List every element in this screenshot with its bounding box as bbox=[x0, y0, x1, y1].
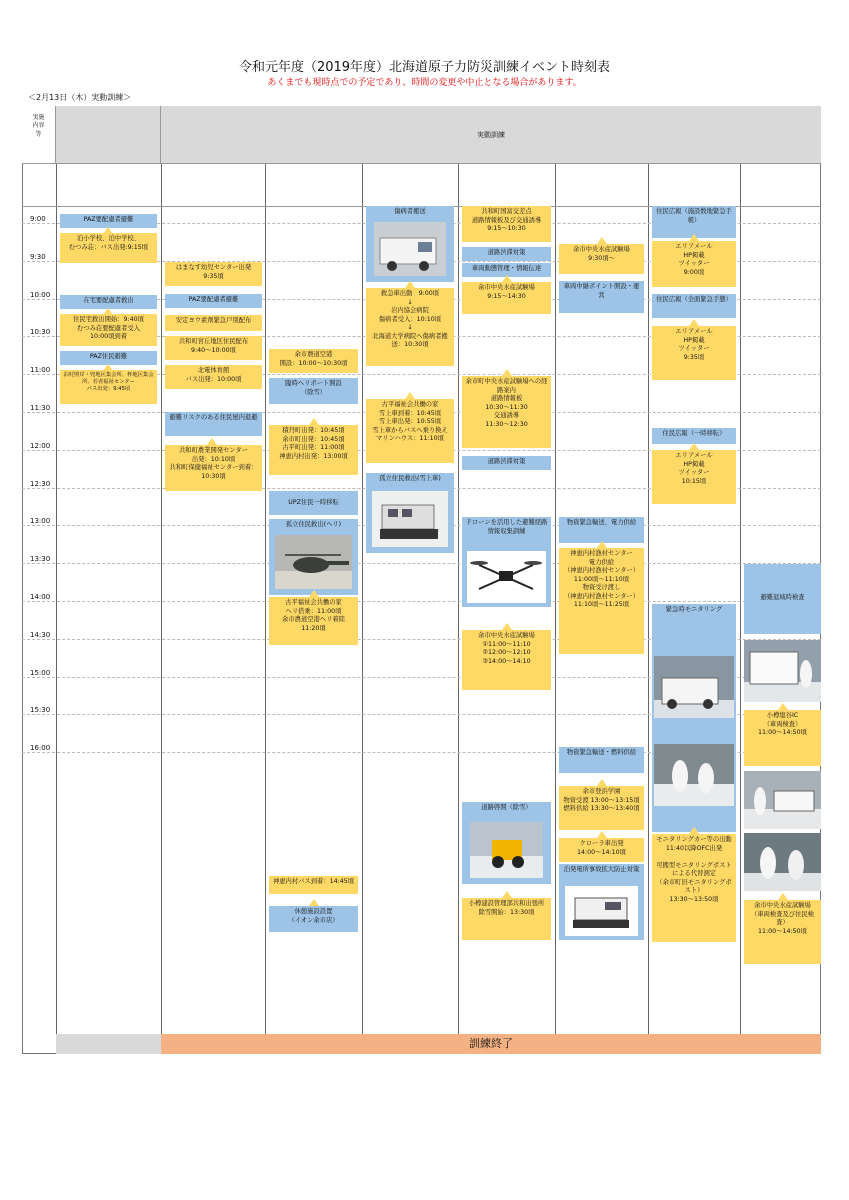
kokutomi-traffic: 共和町国富交差点 道路情報板及び交通誘導 9:15～10:30 bbox=[462, 206, 551, 242]
inspection-vehicle-photo bbox=[744, 640, 821, 702]
crawler-depart: クローラ車出発 14:00～14:10頃 bbox=[559, 838, 644, 862]
pointer bbox=[597, 541, 607, 548]
road-clear-box bbox=[462, 802, 551, 884]
time-label: 10:30 bbox=[30, 328, 51, 336]
drone-photo bbox=[467, 551, 546, 603]
paz-resident-evac: PAZ住民避難 bbox=[60, 351, 157, 365]
header-gray bbox=[56, 106, 161, 164]
npp-accident-box bbox=[559, 864, 644, 940]
pointer bbox=[405, 392, 415, 399]
iodine-distribution: 安定ヨウ素剤緊急戸別配布 bbox=[165, 315, 262, 331]
col-divider bbox=[740, 164, 741, 1054]
pointer bbox=[778, 893, 788, 900]
monitoring-detail: モニタリングカー等の出動 11:40以降OFC出発 可搬型モニタリングポストによる代替測定 （余市町旧モニタリングポスト） 13:30～13:50頃 bbox=[652, 834, 736, 942]
time-gridline bbox=[22, 601, 821, 602]
drone-box bbox=[462, 517, 551, 607]
paz-care-evac: PAZ要配慮者避難 bbox=[60, 214, 157, 228]
time-label: 15:00 bbox=[30, 669, 51, 677]
col-divider bbox=[555, 164, 556, 1054]
indoor-shelter: 避難リスクのある住民屋内退避 bbox=[165, 412, 262, 436]
paz-care-evac-2: PAZ要配慮者避難 bbox=[165, 294, 262, 308]
pointer bbox=[309, 418, 319, 425]
time-label: 13:30 bbox=[30, 555, 51, 563]
rest-facility: 休憩施設設置 （イオン余市店） bbox=[269, 906, 358, 932]
fisheries-inspection: 余市中央水産試験場 （車両検査及び住民検査） 11:00～14:50頃 bbox=[744, 900, 821, 964]
training-end-bar: 訓練終了 bbox=[161, 1034, 821, 1054]
heli-rescue-box bbox=[269, 519, 358, 595]
time-label: 15:30 bbox=[30, 706, 51, 714]
pointer bbox=[689, 443, 699, 450]
area-mail-3: エリアメール HP掲載 ツイッター 10:15頃 bbox=[652, 450, 736, 504]
patient-transport-box bbox=[366, 206, 454, 282]
survey-workers-photo bbox=[654, 744, 734, 806]
traffic-jam-1: 道路渋滞対策 bbox=[462, 247, 551, 261]
yoichi-airport: 余市農道空港 開設：10:00～10:30頃 bbox=[269, 349, 358, 373]
supply-transport-1: 物資緊急輸送、電力供給 bbox=[559, 517, 644, 543]
kamoenai-center: 神恵内村漁村センター 電力供給 （神恵内村漁村センター） 11:00頃～11:10頃 物資受け渡し （神恵内村漁村センター） 11:10頃～11:25頃 bbox=[559, 548, 644, 654]
supply-transport-2: 物資緊急輸送・燃料供給 bbox=[559, 747, 644, 773]
drone-label: ドローンを活用した避難経路情報収集訓練 bbox=[465, 519, 548, 535]
ambulance-photo bbox=[374, 222, 446, 276]
home-care-rescue: 在宅要配慮者救出 bbox=[60, 295, 157, 309]
hamanasu-depart: はまなす幼児センター出発 9:35頃 bbox=[165, 262, 262, 286]
relay-point: 車両中継ポイント開設・運営 bbox=[559, 281, 644, 313]
time-label: 14:00 bbox=[30, 593, 51, 601]
time-label: 9:30 bbox=[30, 253, 46, 261]
time-label: 14:30 bbox=[30, 631, 51, 639]
time-label: 11:30 bbox=[30, 404, 51, 412]
pointer bbox=[502, 369, 512, 376]
time-label: 13:00 bbox=[30, 517, 51, 525]
col-divider bbox=[458, 164, 459, 1054]
pointer bbox=[689, 319, 699, 326]
yoichi-tohama: 余市登浜学園 物資受渡 13:00～13:15頃 燃料供給 13:30～13:40頃 bbox=[559, 786, 644, 830]
kyowa-distribution: 共和町宮丘地区住民配布 9:40～10:00頃 bbox=[165, 336, 262, 360]
pointer bbox=[689, 234, 699, 241]
pointer bbox=[502, 275, 512, 282]
page-subtitle: あくまでも現時点での予定であり、時間の変更や中止となる場合があります。 bbox=[267, 78, 582, 88]
col-divider bbox=[362, 164, 363, 1054]
snowcat-photo bbox=[372, 491, 448, 547]
evac-inspection: 避難退域時検査 bbox=[744, 564, 821, 634]
public-info-2: 住民広報（全面緊急手態） bbox=[652, 294, 736, 318]
paz-resident-detail: 泊村照岸・兜地区集会所、杯地区集会所、若者福祉センター バス出発：9:45頃 bbox=[60, 370, 157, 404]
pointer bbox=[778, 703, 788, 710]
public-info-3: 住民広報（一時移転） bbox=[652, 428, 736, 444]
upz-relocation: UPZ住民一時移転 bbox=[269, 491, 358, 515]
patient-transport-label: 傷病者搬送 bbox=[394, 208, 426, 215]
helicopter-photo bbox=[275, 535, 352, 589]
pointer bbox=[405, 281, 415, 288]
heli-rescue-label: 孤立住民救出(ヘリ) bbox=[285, 521, 342, 528]
otaru-kyowa-snow: 小樽建設管理部共和出張所 除雪開始：13:30頃 bbox=[462, 898, 551, 940]
pointer bbox=[207, 438, 217, 445]
time-label: 16:00 bbox=[30, 744, 51, 752]
col-divider bbox=[648, 164, 649, 1054]
bottom-gray bbox=[56, 1034, 161, 1054]
fisheries-lab-2: 余市中央水産試験場 9:30頃～ bbox=[559, 244, 644, 274]
time-label: 10:00 bbox=[30, 291, 51, 299]
pointer bbox=[502, 623, 512, 630]
otaru-shioya-ic: 小樽塩谷IC （車両検査） 11:00～14:50頃 bbox=[744, 710, 821, 766]
col-divider bbox=[56, 164, 57, 1054]
home-care-detail: 住民宅救出開始：9:40頃 むつみ荘要配慮者受入 10:00頃到着 bbox=[60, 314, 157, 346]
pointer bbox=[103, 308, 113, 315]
hokuden-bus: 北電体育館 バス出発：10:00頃 bbox=[165, 365, 262, 389]
time-gridline bbox=[22, 563, 821, 564]
time-label: 12:00 bbox=[30, 442, 51, 450]
vehicle-mgmt: 車両動態管理・情報伝達 bbox=[462, 263, 551, 277]
time-label: 11:00 bbox=[30, 366, 51, 374]
pointer bbox=[597, 831, 607, 838]
route-guidance: 余市町中央水産試験場への経路案内 道路情報板 10:30～11:30 交通誘導 11:30～12:30 bbox=[462, 376, 551, 448]
monitoring-label: 緊急時モニタリング bbox=[665, 606, 723, 613]
kamoenai-bus-arrive: 神恵内村バス到着：14:45頃 bbox=[269, 876, 358, 894]
pointer bbox=[103, 227, 113, 234]
col-divider bbox=[265, 164, 266, 1054]
furubira-heli: 古平福祉会共働の家 ヘリ搭乗：11:00頃 余市農道空港ヘリ着陸 11:20頃 bbox=[269, 597, 358, 645]
date-label: ＜2月13日（木）実動訓練＞ bbox=[28, 93, 132, 102]
paz-care-detail: 泊小学校、泊中学校、 むつみ荘：バス出発:9:15頃 bbox=[60, 233, 157, 263]
ambulance-timeline: 救急車出動 9:00頃 ↓ 岩内協会病院 傷病者受入：10:10頃 ↓ 北海道大学病院へ傷病者搬送：10:30頃 bbox=[366, 288, 454, 366]
pointer bbox=[597, 237, 607, 244]
fisheries-lab-1: 余市中央水産試験場 9:15～14:30 bbox=[462, 282, 551, 314]
col-divider bbox=[161, 164, 162, 1054]
pointer bbox=[103, 364, 113, 371]
upz-departures: 積丹町出発：10:45頃 余市町出発：10:45頃 古平町出発：11:00頃 神恵内村出発：13:00頃 bbox=[269, 425, 358, 475]
header-main: 実動訓練 bbox=[161, 106, 821, 164]
monitoring-car-photo bbox=[654, 656, 734, 718]
time-label: 12:30 bbox=[30, 480, 51, 488]
snowcat-rescue-label: 孤立住民救出(雪上車) bbox=[379, 475, 441, 482]
road-clear-label: 道路啓開（除雪） bbox=[481, 804, 532, 811]
npp-accident-label: 泊発電所事故拡大防止対策 bbox=[563, 866, 640, 873]
pointer bbox=[689, 827, 699, 834]
snowcat-timeline: 古平福祉会共働の家 雪上車到着：10:45頃 雪上車出発：10:55頃 雪上車からバスへ乗り換え マリンハウス：11:10頃 bbox=[366, 399, 454, 463]
public-info-1: 住民広報（施設数地緊急手帳） bbox=[652, 206, 736, 238]
pointer bbox=[597, 779, 607, 786]
time-label: 9:00 bbox=[30, 215, 46, 223]
page-title: 令和元年度（2019年度）北海道原子力防災訓練イベント時刻表 bbox=[238, 60, 611, 75]
temp-heliport: 臨時ヘリポート開設 （除雪） bbox=[269, 378, 358, 404]
snowcat-rescue-box bbox=[366, 473, 454, 553]
snowplow-photo bbox=[470, 822, 543, 878]
area-mail-2: エリアメール HP掲載 ツイッター 9:35頃 bbox=[652, 326, 736, 380]
pointer bbox=[502, 891, 512, 898]
area-mail-1: エリアメール HP掲載 ツイッター 9:00頃 bbox=[652, 241, 736, 287]
inspection-car-photo bbox=[744, 771, 821, 829]
crawler-photo bbox=[565, 886, 638, 936]
drone-schedule: 余市中央水産試験場 ①11:00～11:10 ②12:00～12:10 ③14:00～14:10 bbox=[462, 630, 551, 690]
pointer bbox=[309, 899, 319, 906]
traffic-jam-2: 道路渋滞対策 bbox=[462, 456, 551, 470]
kyowa-agri-center: 共和町農業開発センター 出発：10:10頃 共和町保健福祉センター到着：10:30頃 bbox=[165, 445, 262, 491]
pointer bbox=[309, 590, 319, 597]
monitoring-box bbox=[652, 604, 736, 832]
header-left: 実施 内容 等 bbox=[22, 106, 56, 164]
inspection-staff-photo bbox=[744, 833, 821, 891]
